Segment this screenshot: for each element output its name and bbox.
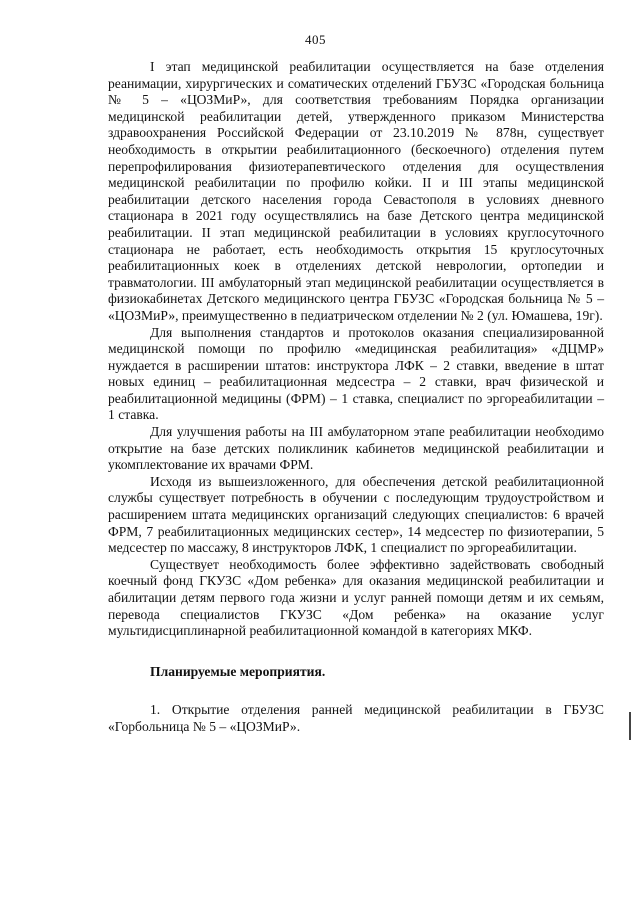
document-body [108,59,604,736]
paragraph-5: Существует необходимость более эффективно задействовать свободный коечный фонд ГКУЗС «Дом ребенка» для оказания медицинской реабилитации и абилитации детям первого года жизни и услуг ранней помощи детям и их семьям, перевода специалистов ГКУЗС «Дом ребенка» на оказание услуг мультидисциплинарной реабилитационной командой в категориях МКФ. [108,556,604,639]
paragraph-3: Для улучшения работы на III амбулаторном этапе реабилитации необходимо открытие на базе детских поликлиник кабинетов медицинской реабилитации и укомплектование их врачами ФРМ. [108,424,604,473]
paragraph-4: Исходя из вышеизложенного, для обеспечения детской реабилитационной службы существует потребность в обучении с последующим трудоустройством и расширением штата медицинских организаций следующих специалистов: 6 врачей ФРМ, 7 реабилитационных медицинских сестер», 14 медсестер по физиотерапии, 5 медсестер по массажу, 8 инструкторов ЛФК, 1 специалист по эргореабилитации. [108,473,604,556]
paragraph-2: Для выполнения стандартов и протоколов оказания специализированной медицинской помощи по профилю «медицинская реабилитация» «ДЦМР» нуждается в расширении штатов: инструктора ЛФК – 2 ставки, введение в штат новых единиц – реабилитационная медсестра – 2 ставки, врач физической и реабилитационной медицины (ФРМ) – 1 ставка, специалист по эргореабилитации – 1 ставка. [108,324,604,423]
page-number: 405 [305,32,326,47]
list-item-1: 1. Открытие отделения ранней медицинской реабилитации в ГБУЗС «Горбольница № 5 – «ЦОЗМиР». [108,702,604,734]
section-heading: Планируемые мероприятия. [150,663,326,679]
paragraph-1: I этап медицинской реабилитации осуществляется на базе отделения реанимации, хирургических и соматических отделений ГБУЗС «Городская больница № 5 – «ЦОЗМиР», для соответствия требованиям Порядка организации медицинской реабилитации детей, утвержденного приказом Министерства здравоохранения Российской Федерации от 23.10.2019 № 878н, существует необходимость в открытии реабилитационного (бескоечного) отделения путем перепрофилирования физиотерапевтического отделения для осуществления медицинской реабилитации по профилю койки. II и III этапы медицинской реабилитации детского населения города Севастополя в условиях дневного стационара в 2021 году осуществлялись на базе Детского центра медицинской реабилитации. II этап медицинской реабилитации в условиях круглосуточного стационара не работает, есть необходимость открытия 15 круглосуточных реабилитационных коек в отделениях детской неврологии, ортопедии и травматологии. III амбулаторный этап медицинской реабилитации осуществляется в физиокабинетах Детского медицинского центра ГБУЗС «Городская больница № 5 – «ЦОЗМиР», преимущественно в педиатрическом отделении № 2 (ул. Юмашева, 19г). [108,59,604,323]
